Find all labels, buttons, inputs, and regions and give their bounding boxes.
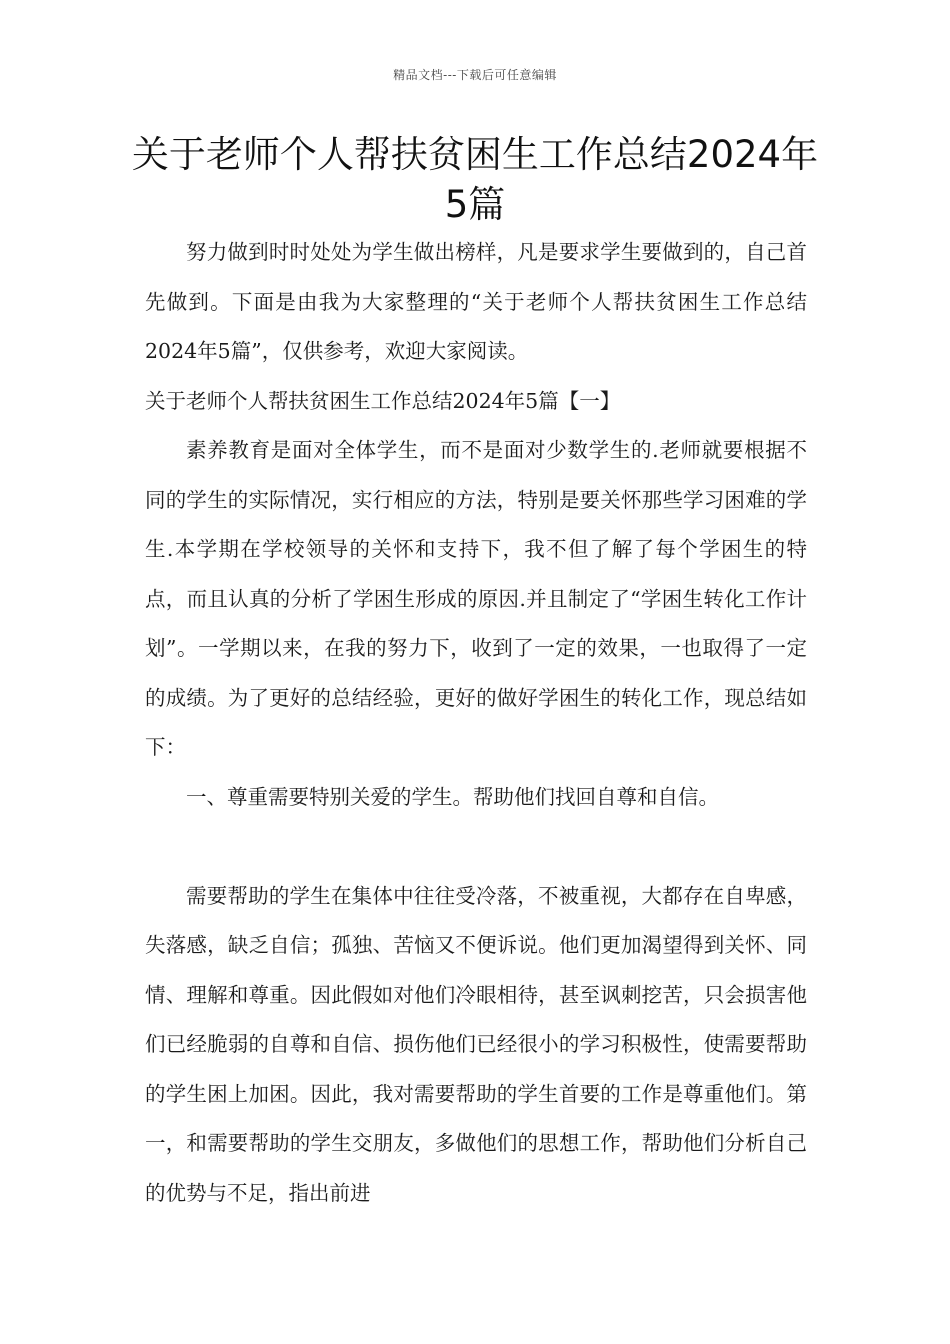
section-heading: 关于老师个人帮扶贫困生工作总结2024年5篇【一】 (145, 388, 621, 413)
blank-line (145, 822, 807, 872)
page-header: 精品文档---下载后可任意编辑 (393, 68, 557, 82)
document-body (145, 228, 807, 1218)
intro-paragraph: 努力做到时时处处为学生做出榜样，凡是要求学生要做到的，自己首先做到。下面是由我为大家整理的“关于老师个人帮扶贫困生工作总结2024年5篇”，仅供参考，欢迎大家阅读。 (145, 240, 807, 363)
body-paragraph-2: 需要帮助的学生在集体中往往受冷落，不被重视，大都存在自卑感，失落感，缺乏自信；孤独、苦恼又不便诉说。他们更加渴望得到关怀、同情、理解和尊重。因此假如对他们冷眼相待，甚至讽刺挖苦，只会损害他们已经脆弱的自尊和自信、损伤他们已经很小的学习积极性，使需要帮助的学生困上加困。因此，我对需要帮助的学生首要的工作是尊重他们。第一，和需要帮助的学生交朋友，多做他们的思想工作，帮助他们分析自己的优势与不足，指出前进 (145, 883, 807, 1205)
point-heading: 一、尊重需要特别关爱的学生。帮助他们找回自尊和自信。 (186, 784, 719, 809)
document-title: 关于老师个人帮扶贫困生工作总结2024年5篇 (131, 133, 819, 226)
body-paragraph: 素养教育是面对全体学生，而不是面对少数学生的.老师就要根据不同的学生的实际情况，实行相应的方法，特别是要关怀那些学习困难的学生.本学期在学校领导的关怀和支持下，我不但了解了每个学困生的特点，而且认真的分析了学困生形成的原因.并且制定了“学困生转化工作计划”。一学期以来，在我的努力下，收到了一定的效果，一也取得了一定的成绩。为了更好的总结经验，更好的做好学困生的转化工作，现总结如下： (145, 438, 807, 759)
